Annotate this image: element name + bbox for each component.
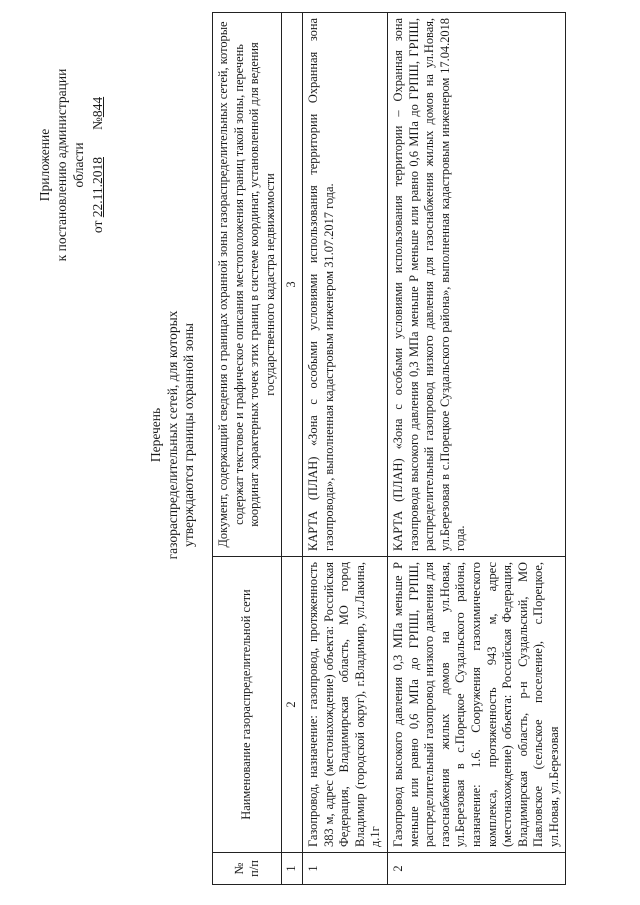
gas-networks-table [212,12,566,885]
date-prefix: от [90,220,105,234]
header-network-name: Наименование газораспределительной сети [213,557,282,853]
header-number: № п/п [213,853,282,885]
document-description: КАРТА (ПЛАН) «Зона с особыми условиями использования территории – Охранная зона газопровода высокого давления 0,3 МПа меньше Р меньше или равно 0,6 МПа до ГРПШ, ГРПШ, распределительный газопровод низкого давления для газоснабжения жилых домов на ул.Новая, ул.Березовая в с.Порецкое Суздальского района», выполненная кадастровым инженером 17.04.2018 года. [387,13,566,557]
document-header [0,0,205,905]
appendix-title: Приложение [37,128,52,202]
number-prefix: № [90,117,105,131]
title-line-3: утверждаются границы охранной зоны [181,323,196,547]
column-number-3: 3 [282,13,303,557]
decree-date: 22.11.2018 [90,157,105,218]
document-description: КАРТА (ПЛАН) «Зона с особыми условиями использования территории Охранная зона газопровода», выполненная кадастровым инженером 31.07.2017 года. [302,13,387,557]
appendix-line-2: области [71,142,86,188]
row-number: 1 [302,853,387,885]
column-numbers-row [282,13,303,885]
header-document: Документ, содержащий сведения о границах охранной зоны газораспределительных сетей, которые содержат текстовое и графическое описания местоположения границ такой зоны, перечень координат характерных точек этих границ в системе координат, установленной для ведения государственного кадастра недвижимости [213,13,282,557]
decree-number: 844 [90,96,105,118]
appendix-block [36,35,106,295]
network-name: Газопровод высокого давления 0,3 МПа меньше Р меньше или равно 0,6 МПа до ГРПШ, ГРПШ, распределительный газопровод низкого давления для газоснабжения жилых домов на ул.Новая, ул.Березовая в с.Порецкое Суздальского района, назначение: 1.6. Сооружения газохимического комплекса, протяженность 943 м, адрес (местонахождение) объекта: Российская Федерация, Владимирская область, р-н Суздальский, МО Павловское (сельское поселение), с.Порецкое, ул.Новая, ул.Березовая [387,557,566,853]
document-title [148,175,198,695]
column-number-1: 1 [282,853,303,885]
appendix-line-1: к постановлению администрации [54,68,69,262]
appendix-date-line [89,35,106,295]
title-line-2: газораспределительных сетей, для которых [164,310,180,560]
table-header-row [213,13,282,885]
column-number-2: 2 [282,557,303,853]
title-line-1: Перечень [148,407,163,463]
row-number: 2 [387,853,566,885]
table-row [387,13,566,885]
table-row [302,13,387,885]
network-name: Газопровод, назначение: газопровод, протяженность 383 м, адрес (местонахождение) объекта: Российская Федерация, Владимирская область, МО город Владимир (городской округ), г.Владимир, ул.Лакина, д.1г [302,557,387,853]
